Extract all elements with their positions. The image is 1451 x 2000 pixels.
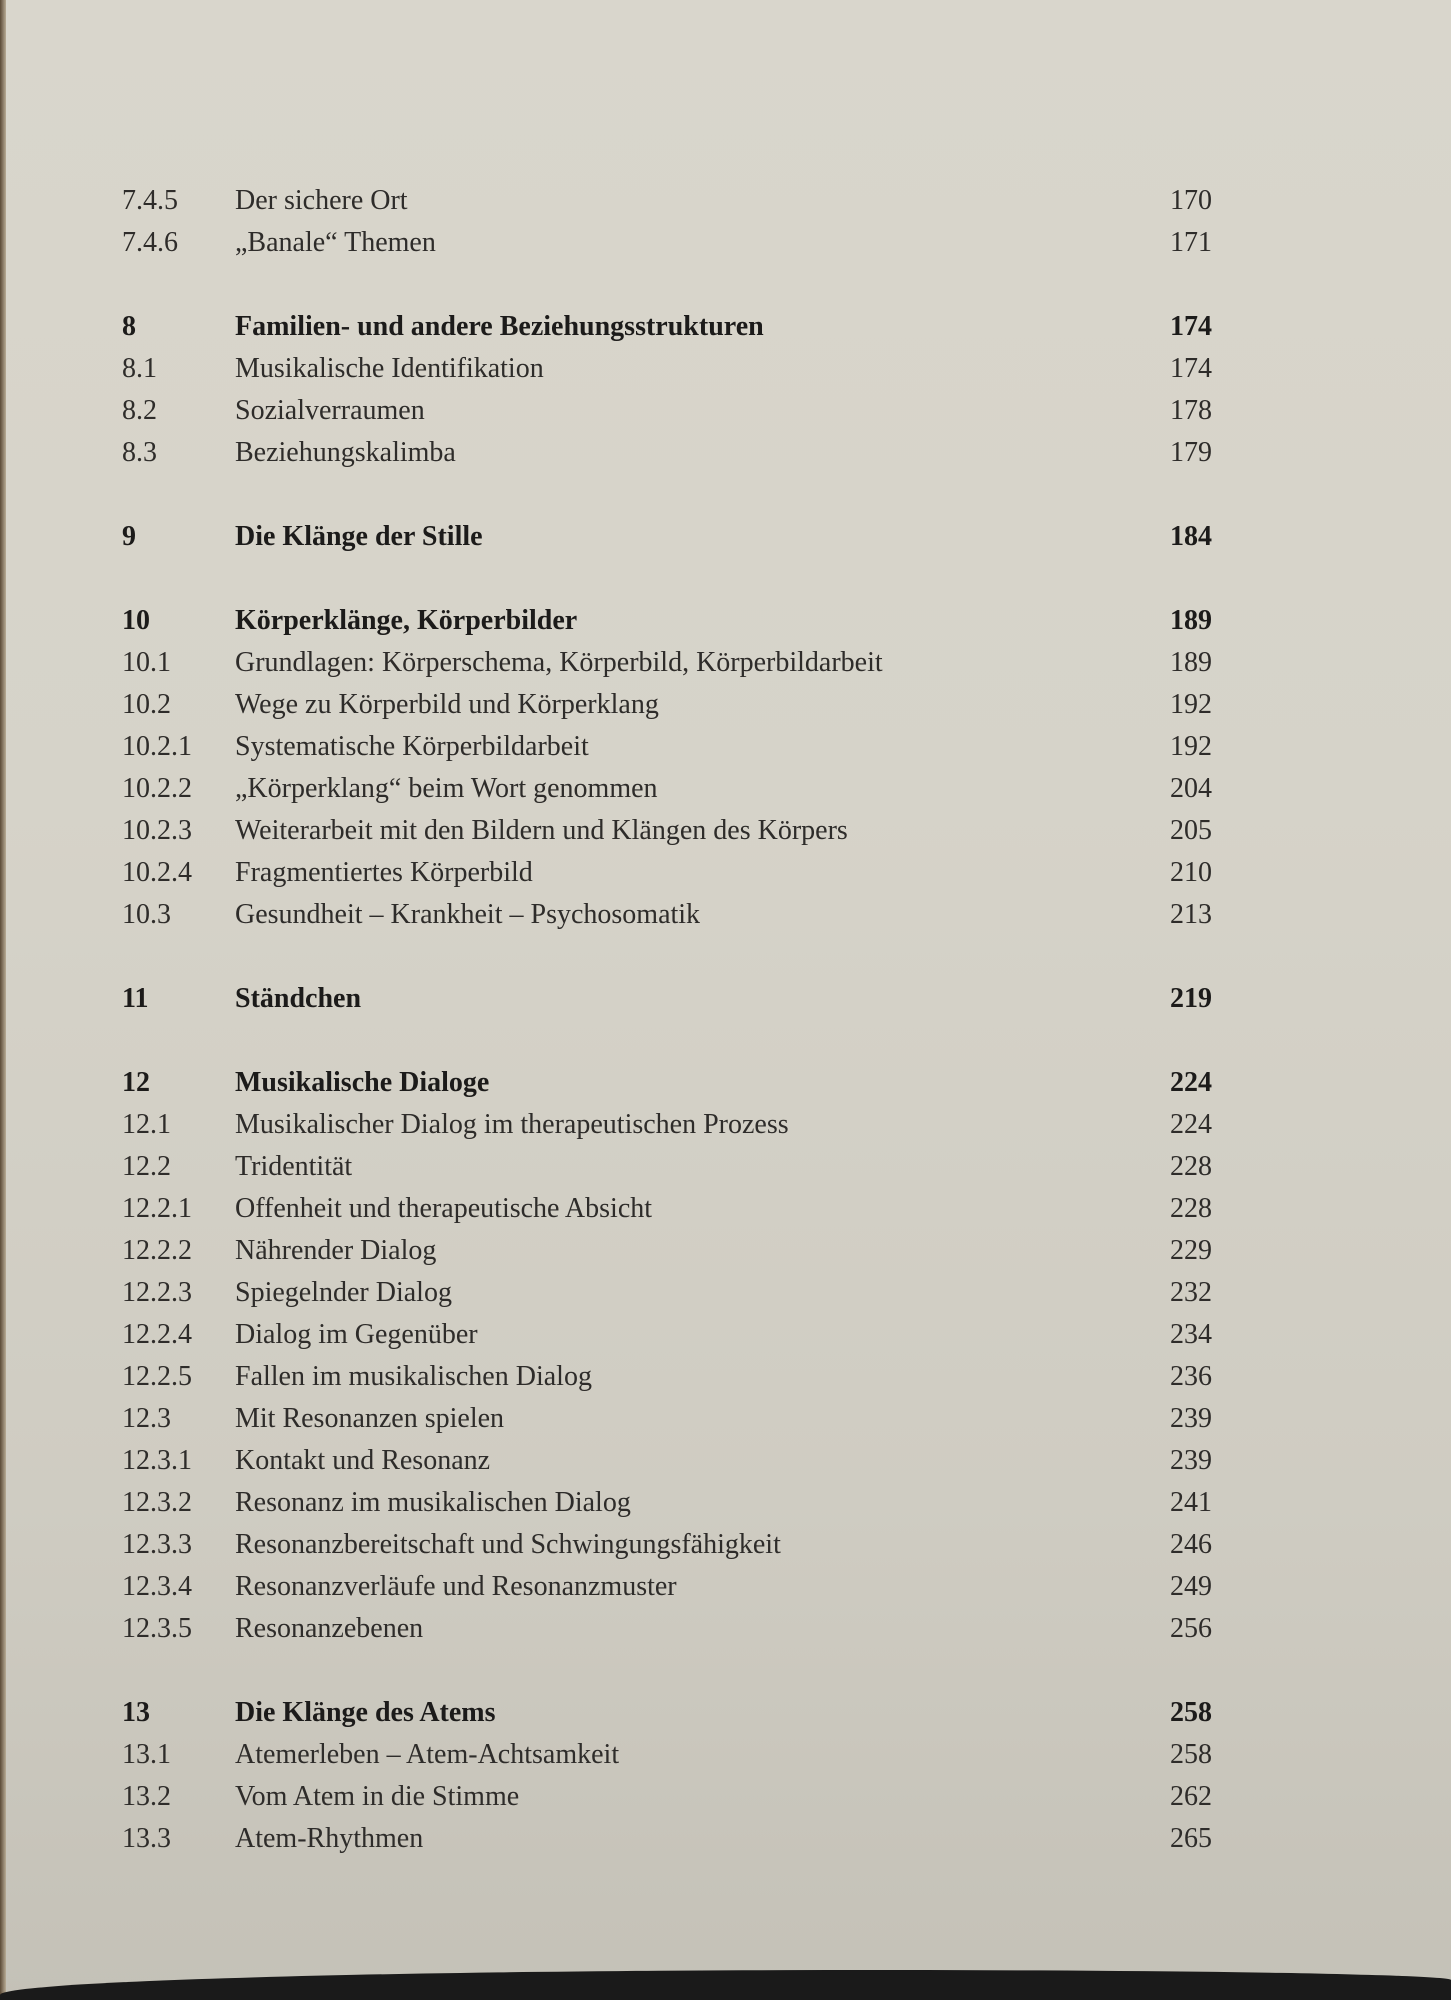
toc-entry-title: Dialog im Gegenüber [235,1319,478,1350]
toc-entry-title: Offenheit und therapeutische Absicht [235,1193,653,1224]
toc-entry-page: 184 [1170,521,1212,552]
toc-entry-title: Nährender Dialog [235,1235,437,1266]
toc-entry [122,390,1212,432]
toc-entry-num: 12.2.4 [122,1319,192,1350]
toc-entry-page: 210 [1170,857,1212,888]
toc-entry-num: 13 [122,1697,150,1728]
toc-entry [122,432,1212,474]
table-of-contents [122,180,1212,1860]
toc-entry [122,852,1212,894]
toc-entry-title: Resonanzbereitschaft und Schwingungsfähigkeit [235,1529,781,1560]
toc-chapter-entry [122,978,1212,1020]
toc-entry-title: Grundlagen: Körperschema, Körperbild, Körperbildarbeit [235,647,883,678]
toc-entry-num: 12.3.1 [122,1445,192,1476]
toc-entry [122,1146,1212,1188]
toc-entry [122,684,1212,726]
toc-entry [122,642,1212,684]
toc-entry-page: 170 [1170,185,1212,216]
toc-entry-page: 236 [1170,1361,1212,1392]
toc-entry [122,1314,1212,1356]
toc-entry-title: „Banale“ Themen [235,227,436,258]
toc-entry-title: Fallen im musikalischen Dialog [235,1361,592,1392]
toc-chapter-group [122,600,1212,936]
toc-entry-page: 189 [1170,605,1212,636]
toc-entry-title: Mit Resonanzen spielen [235,1403,505,1434]
toc-entry [122,894,1212,936]
toc-entry-page: 258 [1170,1697,1212,1728]
toc-chapter-entry [122,600,1212,642]
toc-entry-title: Körperklänge, Körperbilder [235,605,578,636]
toc-entry-page: 249 [1170,1571,1212,1602]
toc-entry-title: Der sichere Ort [235,185,408,216]
toc-entry-title: Die Klänge der Stille [235,521,483,552]
toc-entry-page: 213 [1170,899,1212,930]
toc-entry-num: 13.3 [122,1823,171,1854]
toc-entry-page: 246 [1170,1529,1212,1560]
toc-entry-page: 171 [1170,227,1212,258]
toc-entry-num: 11 [122,983,149,1014]
toc-entry-num: 7.4.6 [122,227,178,258]
toc-entry-title: Weiterarbeit mit den Bildern und Klängen des Körpers [235,815,848,846]
toc-entry-page: 239 [1170,1403,1212,1434]
toc-entry-page: 265 [1170,1823,1212,1854]
toc-entry-title: Musikalische Dialoge [235,1067,490,1098]
toc-entry [122,1104,1212,1146]
toc-entry-page: 232 [1170,1277,1212,1308]
toc-entry [122,1524,1212,1566]
toc-entry-num: 12.2.5 [122,1361,192,1392]
toc-entry-page: 256 [1170,1613,1212,1644]
toc-entry-title: Atem-Rhythmen [235,1823,424,1854]
toc-entry [122,348,1212,390]
toc-entry-num: 12.1 [122,1109,171,1140]
toc-entry [122,1734,1212,1776]
toc-chapter-entry [122,516,1212,558]
toc-entry-page: 241 [1170,1487,1212,1518]
toc-entry-page: 258 [1170,1739,1212,1770]
toc-entry-title: Tridentität [235,1151,353,1182]
toc-chapter-group [122,978,1212,1020]
toc-entry-page: 229 [1170,1235,1212,1266]
toc-chapter-group [122,1062,1212,1650]
toc-entry-title: „Körperklang“ beim Wort genommen [235,773,658,804]
toc-entry [122,1566,1212,1608]
toc-entry [122,810,1212,852]
toc-chapter-entry [122,306,1212,348]
toc-entry-title: Spiegelnder Dialog [235,1277,452,1308]
toc-entry-title: Fragmentiertes Körperbild [235,857,533,888]
toc-entry [122,726,1212,768]
toc-entry [122,1188,1212,1230]
toc-entry-page: 228 [1170,1151,1212,1182]
toc-chapter-group [122,180,1212,264]
toc-entry-num: 10.2.1 [122,731,192,762]
toc-entry-num: 13.2 [122,1781,171,1812]
toc-entry-title: Kontakt und Resonanz [235,1445,491,1476]
toc-entry-title: Die Klänge des Atems [235,1697,496,1728]
toc-entry-num: 10.2.4 [122,857,192,888]
toc-chapter-entry [122,1062,1212,1104]
toc-entry-num: 10.2.3 [122,815,192,846]
toc-entry [122,1482,1212,1524]
toc-entry [122,768,1212,810]
toc-entry-page: 239 [1170,1445,1212,1476]
toc-entry-page: 189 [1170,647,1212,678]
toc-entry-num: 8.2 [122,395,157,426]
toc-entry [122,1440,1212,1482]
toc-entry-num: 10.1 [122,647,171,678]
toc-entry-num: 12.3.2 [122,1487,192,1518]
toc-entry-num: 8.3 [122,437,157,468]
toc-entry-page: 179 [1170,437,1212,468]
toc-entry-title: Resonanzverläufe und Resonanzmuster [235,1571,677,1602]
toc-entry [122,1356,1212,1398]
toc-entry-page: 205 [1170,815,1212,846]
toc-entry-num: 10 [122,605,150,636]
toc-entry-page: 228 [1170,1193,1212,1224]
toc-entry [122,1398,1212,1440]
toc-entry [122,1776,1212,1818]
toc-entry-num: 12 [122,1067,150,1098]
toc-entry-page: 234 [1170,1319,1212,1350]
toc-entry-page: 224 [1170,1109,1212,1140]
toc-chapter-group [122,516,1212,558]
toc-entry-num: 9 [122,521,136,552]
toc-entry-num: 13.1 [122,1739,171,1770]
toc-entry-page: 224 [1170,1067,1212,1098]
toc-entry-num: 12.2.2 [122,1235,192,1266]
toc-entry-title: Systematische Körperbildarbeit [235,731,589,762]
toc-entry-page: 262 [1170,1781,1212,1812]
toc-entry-title: Sozialverraumen [235,395,425,426]
toc-entry-num: 12.3.3 [122,1529,192,1560]
toc-entry-page: 174 [1170,311,1212,342]
toc-entry-num: 10.3 [122,899,171,930]
toc-entry-page: 178 [1170,395,1212,426]
toc-entry [122,1272,1212,1314]
toc-chapter-group [122,306,1212,474]
toc-entry [122,222,1212,264]
toc-entry-title: Familien- und andere Beziehungsstrukturen [235,311,764,342]
toc-entry-title: Gesundheit – Krankheit – Psychosomatik [235,899,701,930]
page-binding-edge [0,0,6,2000]
toc-entry-page: 192 [1170,731,1212,762]
toc-entry-num: 7.4.5 [122,185,178,216]
toc-entry-title: Musikalischer Dialog im therapeutischen Prozess [235,1109,789,1140]
toc-entry-title: Beziehungskalimba [235,437,456,468]
toc-entry-num: 12.2.3 [122,1277,192,1308]
toc-entry [122,180,1212,222]
toc-entry-num: 8.1 [122,353,157,384]
toc-entry-num: 8 [122,311,136,342]
toc-entry-title: Musikalische Identifikation [235,353,544,384]
toc-entry-num: 12.2.1 [122,1193,192,1224]
toc-entry-title: Resonanz im musikalischen Dialog [235,1487,631,1518]
toc-entry-num: 12.3.5 [122,1613,192,1644]
toc-entry-page: 174 [1170,353,1212,384]
toc-entry-title: Wege zu Körperbild und Körperklang [235,689,659,720]
toc-entry-page: 204 [1170,773,1212,804]
toc-entry-page: 192 [1170,689,1212,720]
toc-entry-num: 12.3.4 [122,1571,192,1602]
toc-entry-page: 219 [1170,983,1212,1014]
toc-chapter-entry [122,1692,1212,1734]
toc-entry-title: Vom Atem in die Stimme [235,1781,520,1812]
toc-entry [122,1608,1212,1650]
toc-entry [122,1230,1212,1272]
toc-chapter-group [122,1692,1212,1860]
page-bottom-shadow [0,1970,1451,2000]
toc-entry-num: 12.3 [122,1403,171,1434]
toc-entry-num: 10.2.2 [122,773,192,804]
toc-entry-title: Resonanzebenen [235,1613,424,1644]
toc-entry-title: Ständchen [235,983,362,1014]
toc-entry [122,1818,1212,1860]
toc-entry-num: 12.2 [122,1151,171,1182]
toc-entry-title: Atemerleben – Atem-Achtsamkeit [235,1739,620,1770]
toc-entry-num: 10.2 [122,689,171,720]
